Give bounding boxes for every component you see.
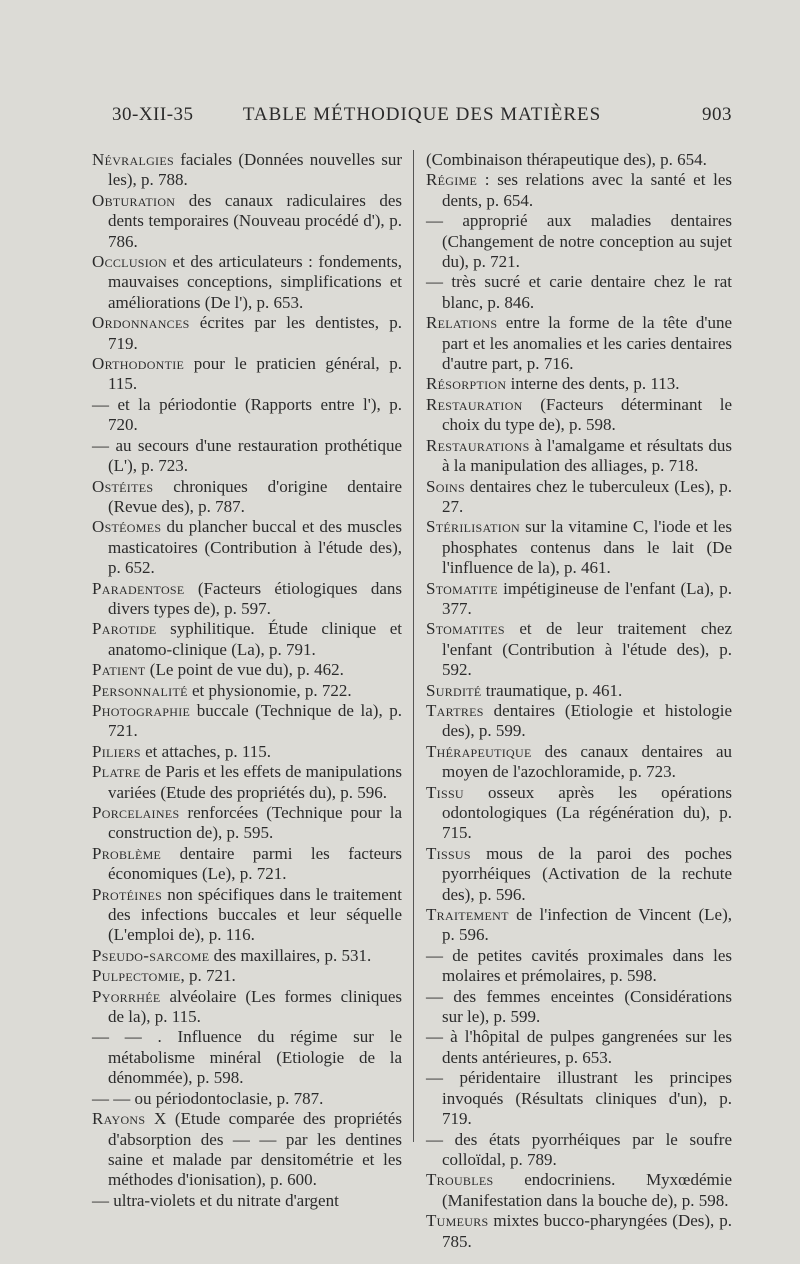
index-entry <box>92 354 402 395</box>
index-entry <box>426 579 732 620</box>
index-entry <box>92 150 402 191</box>
index-entry <box>92 1027 402 1088</box>
index-entry <box>426 170 732 211</box>
entry-text: renforcées (Technique pour la construction de), p. 595. <box>108 803 402 843</box>
index-entry <box>426 987 732 1028</box>
entry-keyword: Stomatites <box>426 619 505 639</box>
entry-keyword: Piliers <box>92 741 141 761</box>
entry-text: — très sucré et carie dentaire chez le rat blanc, p. 846. <box>426 272 732 312</box>
entry-text: des canaux dentaires au moyen de l'azochloramide, p. 723. <box>442 741 732 782</box>
entry-text: — de petites cavités proximales dans les molaires et prémolaires, p. 598. <box>426 945 732 986</box>
entry-keyword: Problème <box>92 843 162 863</box>
entry-text: de l'infection de Vincent (Le), p. 596. <box>442 905 732 945</box>
entry-text: des maxillaires, p. 531. <box>209 945 372 965</box>
entry-keyword: Soins <box>426 476 465 496</box>
index-entry <box>92 1109 402 1191</box>
index-entry <box>92 946 402 966</box>
entry-keyword: Protéines <box>92 884 163 904</box>
index-entry <box>92 844 402 885</box>
entry-keyword: Stérilisation <box>426 517 521 537</box>
index-entry <box>92 1089 402 1109</box>
entry-keyword: Stomatite <box>426 578 498 598</box>
index-entry <box>426 1130 732 1171</box>
entry-text: traumatique, p. 461. <box>481 680 623 700</box>
entry-keyword: Obturation <box>92 190 176 210</box>
index-entry <box>426 946 732 987</box>
entry-keyword: Restauration <box>426 394 523 414</box>
index-entry <box>426 619 732 680</box>
index-entry <box>92 803 402 844</box>
entry-text: écrites par les dentistes, p. 719. <box>108 313 402 353</box>
index-entry <box>92 681 402 701</box>
index-entry <box>92 987 402 1028</box>
column-divider <box>413 150 414 1142</box>
entry-text: (Facteurs déterminant le choix du type de), p. 598. <box>442 394 732 435</box>
index-entry <box>426 272 732 313</box>
entry-text: — ultra-violets et du nitrate d'argent <box>92 1190 339 1210</box>
entry-text: , p. 721. <box>180 966 236 986</box>
entry-text: osseux après les opérations odontologiques (La régénération du), p. 715. <box>442 782 732 843</box>
entry-keyword: Ostéites <box>92 476 154 496</box>
entry-text: endocriniens. Myxœdémie (Manifestation dans la bouche de), p. 598. <box>442 1170 732 1210</box>
index-entry <box>92 191 402 252</box>
entry-keyword: Pulpectomie <box>92 966 181 986</box>
entry-text: faciales (Données nouvelles sur les), p. 788. <box>108 150 402 190</box>
index-entry <box>426 395 732 436</box>
entry-text: sur la vitamine C, l'iode et les phosphates contenus dans le lait (De l'influence de la), p. 461. <box>442 517 732 578</box>
entry-text: pour le praticien général, p. 115. <box>108 354 402 394</box>
entry-keyword: Régime <box>426 170 478 190</box>
right-column <box>426 150 732 1252</box>
entry-text: — à l'hôpital de pulpes gangrenées sur les dents antérieures, p. 653. <box>426 1027 732 1067</box>
entry-keyword: Patient <box>92 660 146 680</box>
entry-keyword: Photographie <box>92 700 191 720</box>
entry-text: non spécifiques dans le traitement des infections buccales et leur séquelle (L'emploi de), p. 116. <box>108 884 402 945</box>
entry-text: dentaires chez le tuberculeux (Les), p. 27. <box>442 476 732 516</box>
entry-text: (Combinaison thérapeutique des), p. 654. <box>426 150 707 169</box>
index-entry <box>426 1170 732 1211</box>
index-entry <box>426 742 732 783</box>
header-date: 30-XII-35 <box>112 104 194 125</box>
index-entry <box>92 252 402 313</box>
entry-keyword: Troubles <box>426 1170 494 1190</box>
entry-keyword: Paradentose <box>92 578 185 598</box>
entry-keyword: Thérapeutique <box>426 741 532 761</box>
entry-keyword: Névralgies <box>92 150 174 169</box>
entry-keyword: Ordonnances <box>92 313 190 333</box>
page-header <box>112 104 732 132</box>
index-entry <box>92 1191 402 1211</box>
entry-text: dentaire parmi les facteurs économiques (Le), p. 721. <box>108 843 402 884</box>
entry-text: du plancher buccal et des muscles masticatoires (Contribution à l'étude des), p. 652. <box>108 517 402 578</box>
entry-text: — approprié aux maladies dentaires (Changement de notre conception au sujet du), p. 721. <box>426 211 732 272</box>
entry-text: alvéolaire (Les formes cliniques de la), p. 115. <box>108 986 402 1027</box>
entry-keyword: Pyorrhée <box>92 986 161 1006</box>
index-entry <box>426 1027 732 1068</box>
entry-keyword: Tissu <box>426 782 464 802</box>
entry-text: (Etude comparée des propriétés d'absorption des — — par les dentines saine et malade par densitométrie et les méthodes d'ionisation), p. 600. <box>108 1109 402 1190</box>
entry-keyword: Porcelaines <box>92 803 180 822</box>
entry-text: syphilitique. Étude clinique et anatomo-clinique (La), p. 791. <box>108 619 402 659</box>
entry-keyword: Restaurations <box>426 435 530 455</box>
index-entry <box>92 966 402 986</box>
index-entry <box>92 660 402 680</box>
index-entry <box>426 701 732 742</box>
index-entry <box>426 436 732 477</box>
index-entry <box>92 742 402 762</box>
entry-keyword: Occlusion <box>92 252 167 272</box>
index-entry <box>92 436 402 477</box>
index-entry <box>426 783 732 844</box>
entry-text: buccale (Technique de la), p. 721. <box>108 700 402 741</box>
index-entry <box>426 211 732 272</box>
entry-keyword: Traitement <box>426 905 509 925</box>
index-entry <box>92 885 402 946</box>
entry-keyword: Orthodontie <box>92 354 185 374</box>
entry-text: (Facteurs étiologiques dans divers types de), p. 597. <box>108 578 402 618</box>
entry-keyword: Personnalité <box>92 680 188 700</box>
page-number: 903 <box>702 104 732 125</box>
entry-text: mixtes bucco-pharyngées (Des), p. 785. <box>442 1211 732 1251</box>
entry-text: interne des dents, p. 113. <box>506 374 680 394</box>
index-entry <box>92 395 402 436</box>
index-entry <box>92 517 402 578</box>
index-entry <box>92 313 402 354</box>
entry-keyword: Ostéomes <box>92 517 162 537</box>
entry-text: des canaux radiculaires des dents temporaires (Nouveau procédé d'), p. 786. <box>108 190 402 251</box>
entry-text: et des articulateurs : fondements, mauvaises conceptions, simplifications et améliorations (De l'), p. 653. <box>108 252 402 312</box>
entry-text: entre la forme de la tête d'une part et les anomalies et les caries dentaires d'autre part, p. 716. <box>442 313 732 374</box>
index-entry <box>426 374 732 394</box>
entry-keyword: Surdité <box>426 680 482 700</box>
index-entry <box>92 579 402 620</box>
entry-text: (Le point de vue du), p. 462. <box>145 660 344 680</box>
entry-text: — au secours d'une restauration prothétique (L'), p. 723. <box>92 435 402 476</box>
entry-keyword: Tissus <box>426 843 471 863</box>
entry-keyword: Résorption <box>426 374 507 394</box>
index-entry <box>92 701 402 742</box>
entry-keyword: Pseudo-sarcome <box>92 945 210 965</box>
index-entry <box>426 150 732 170</box>
index-entry <box>426 844 732 905</box>
index-entry <box>426 517 732 578</box>
entry-keyword: Tartres <box>426 700 484 720</box>
entry-keyword: Rayons X <box>92 1109 167 1129</box>
entry-keyword: Relations <box>426 313 498 333</box>
index-entry <box>426 477 732 518</box>
entry-text: — et la périodontie (Rapports entre l'), p. 720. <box>92 394 402 435</box>
entry-text: et de leur traitement chez l'enfant (Contribution à l'étude des), p. 592. <box>442 619 732 680</box>
entry-text: impétigineuse de l'enfant (La), p. 377. <box>442 578 732 618</box>
entry-keyword: Tumeurs <box>426 1211 489 1231</box>
index-entry <box>426 313 732 374</box>
index-entry <box>92 477 402 518</box>
index-entry <box>92 619 402 660</box>
entry-text: et attaches, p. 115. <box>140 741 272 761</box>
index-entry <box>426 905 732 946</box>
index-entry <box>426 1211 732 1252</box>
entry-text: — péridentaire illustrant les principes invoqués (Résultats cliniques d'un), p. 719. <box>426 1068 732 1129</box>
left-column <box>92 150 402 1211</box>
entry-text: : ses relations avec la santé et les dents, p. 654. <box>442 170 732 210</box>
header-title: TABLE MÉTHODIQUE DES MATIÈRES <box>242 104 602 125</box>
entry-text: dentaires (Etiologie et histologie des), p. 599. <box>442 700 732 741</box>
entry-text: — des états pyorrhéiques par le soufre colloïdal, p. 789. <box>426 1129 732 1169</box>
entry-keyword: Platre <box>92 762 141 782</box>
index-entry <box>426 1068 732 1129</box>
entry-text: chroniques d'origine dentaire (Revue des), p. 787. <box>108 476 402 516</box>
entry-text: — — ou périodontoclasie, p. 787. <box>92 1088 324 1108</box>
entry-text: — — . Influence du régime sur le métabolisme minéral (Etiologie de la dénommée), p. 598. <box>92 1027 402 1088</box>
entry-text: — des femmes enceintes (Considérations sur le), p. 599. <box>426 986 732 1027</box>
entry-text: à l'amalgame et résultats dus à la manipulation des alliages, p. 718. <box>442 435 732 476</box>
entry-text: et physionomie, p. 722. <box>187 680 352 700</box>
index-entry <box>92 762 402 803</box>
entry-text: mous de la paroi des poches pyorrhéiques (Activation de la rechute des), p. 596. <box>442 843 732 904</box>
entry-keyword: Parotide <box>92 619 157 639</box>
index-entry <box>426 681 732 701</box>
entry-text: de Paris et les effets de manipulations variées (Etude des propriétés du), p. 596. <box>108 762 402 802</box>
